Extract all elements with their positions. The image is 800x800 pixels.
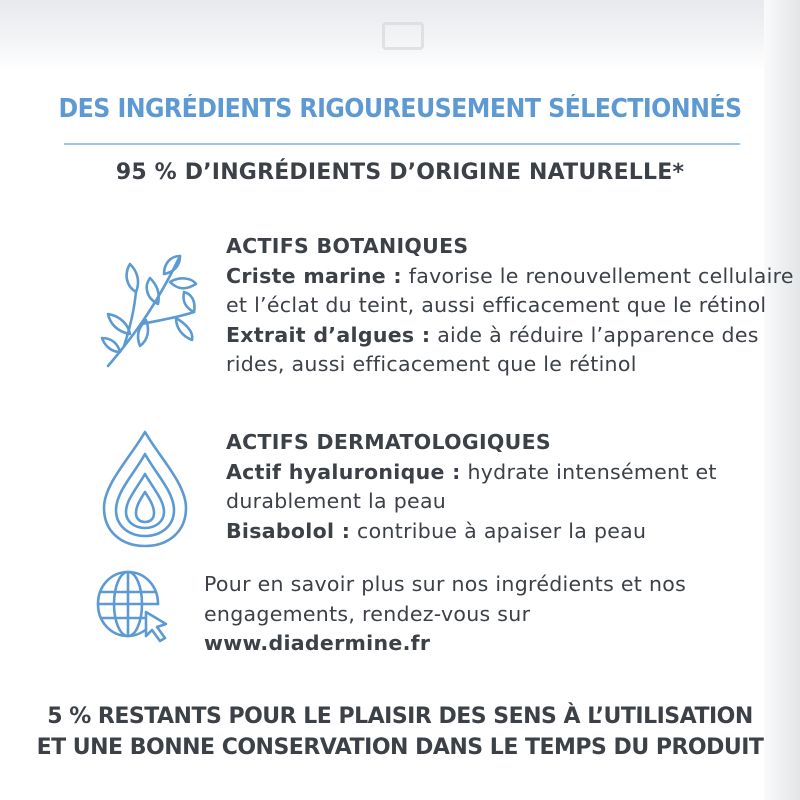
- item-name: Criste marine :: [226, 263, 402, 288]
- item-name: Extrait d’algues :: [226, 322, 431, 347]
- item-name: Actif hyaluronique :: [226, 459, 461, 484]
- dermatological-section: [226, 428, 800, 546]
- botanical-heading: ACTIFS BOTANIQUES: [226, 234, 469, 258]
- footer-line-2: ET UNE BONNE CONSERVATION DANS LE TEMPS DU PRODUIT: [36, 735, 764, 760]
- natural-origin-subtitle: 95 % D’INGRÉDIENTS D’ORIGINE NATURELLE*: [115, 160, 685, 185]
- website-link[interactable]: www.diadermine.fr: [204, 631, 431, 655]
- item-text: hydrate intensément et durablement la peau: [226, 459, 717, 513]
- lid-emboss-mark: [382, 22, 424, 50]
- item-name: Bisabolol :: [226, 518, 351, 543]
- botanical-section: [226, 232, 800, 380]
- botanical-item: [226, 262, 800, 321]
- title-divider: [64, 143, 740, 145]
- item-text: aide à réduire l’apparence des rides, aussi efficacement que le rétinol: [226, 322, 759, 376]
- web-info-section: [204, 570, 764, 659]
- footer-line-1: 5 % RESTANTS POUR LE PLAISIR DES SENS À L’UTILISATION: [47, 704, 753, 729]
- item-text: favorise le renouvellement cellulaire et l’éclat du teint, aussi efficacement que le rétinol: [226, 263, 794, 317]
- dermatological-item: [226, 458, 800, 517]
- dermatological-item: [226, 517, 800, 547]
- botanical-item: [226, 321, 800, 380]
- item-text: contribue à apaiser la peau: [350, 518, 647, 543]
- web-info-text: Pour en savoir plus sur nos ingrédients et nos engagements, rendez-vous sur: [204, 572, 687, 626]
- main-title: DES INGRÉDIENTS RIGOUREUSEMENT SÉLECTIONNÉS: [58, 94, 742, 124]
- leaf-branch-icon: [96, 248, 204, 370]
- globe-cursor-icon: [94, 566, 174, 648]
- dermatological-heading: ACTIFS DERMATOLOGIQUES: [226, 430, 551, 454]
- water-drop-icon: [98, 428, 192, 550]
